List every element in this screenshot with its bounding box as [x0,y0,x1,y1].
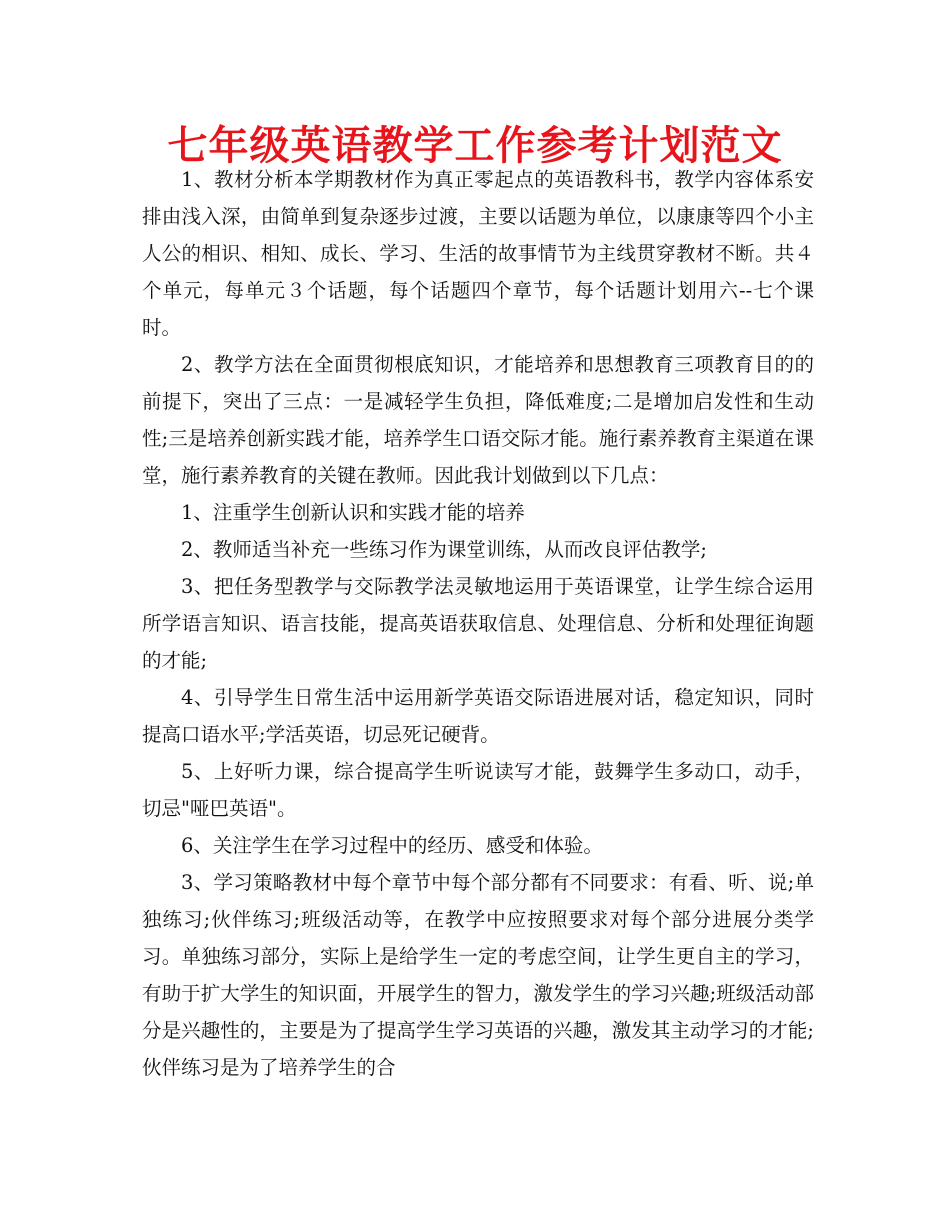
paragraph-point-3: 3、把任务型教学与交际教学法灵敏地运用于英语课堂，让学生综合运用所学语言知识、语言技能，提高英语获取信息、处理信息、分析和处理征询题的才能; [142,575,814,672]
paragraph-learning-strategies: 3、学习策略教材中每个章节中每个部分都有不同要求：有看、听、说;单独练习;伙伴练习;班级活动等，在教学中应按照要求对每个部分进展分类学习。单独练习部分，实际上是给学生一定的考虑空间，让学生更自主的学习，有助于扩大学生的知识面，开展学生的智力，激发学生的学习兴趣;班级活动部分是兴趣性的，主要是为了提高学生学习英语的兴趣，激发其主动学习的才能;伙伴练习是为了培养学生的合 [142,871,814,1079]
paragraph-point-1: 1、注重学生创新认识和实践才能的培养 [181,501,525,524]
paragraph-point-4: 4、引导学生日常生活中运用新学英语交际语进展对话，稳定知识，同时提高口语水平;学活英语，切忌死记硬背。 [142,686,814,746]
document-body [142,161,814,1086]
paragraph-teaching-methods: 2、教学方法在全面贯彻根底知识，才能培养和思想教育三项教育目的的前提下，突出了三点：一是减轻学生负担，降低难度;二是增加启发性和生动性;三是培养创新实践才能，培养学生口语交际才能。施行素养教育主渠道在课堂，施行素养教育的关键在教师。因此我计划做到以下几点： [142,353,814,487]
paragraph-point-2: 2、教师适当补充一些练习作为课堂训练，从而改良评估教学; [181,538,707,561]
document-title: 七年级英语教学工作参考计划范文 [167,123,783,169]
paragraph-textbook-analysis: 1、教材分析本学期教材作为真正零起点的英语教科书，教学内容体系安排由浅入深，由简单到复杂逐步过渡，主要以话题为单位，以康康等四个小主人公的相识、相知、成长、学习、生活的故事情节为主线贯穿教材不断。共４个单元，每单元３个话题，每个话题四个章节，每个话题计划用六--七个课时。 [142,168,814,339]
paragraph-point-5: 5、上好听力课，综合提高学生听说读写才能，鼓舞学生多动口，动手，切忌"哑巴英语"。 [142,760,814,820]
paragraph-point-6: 6、关注学生在学习过程中的经历、感受和体验。 [181,834,603,857]
